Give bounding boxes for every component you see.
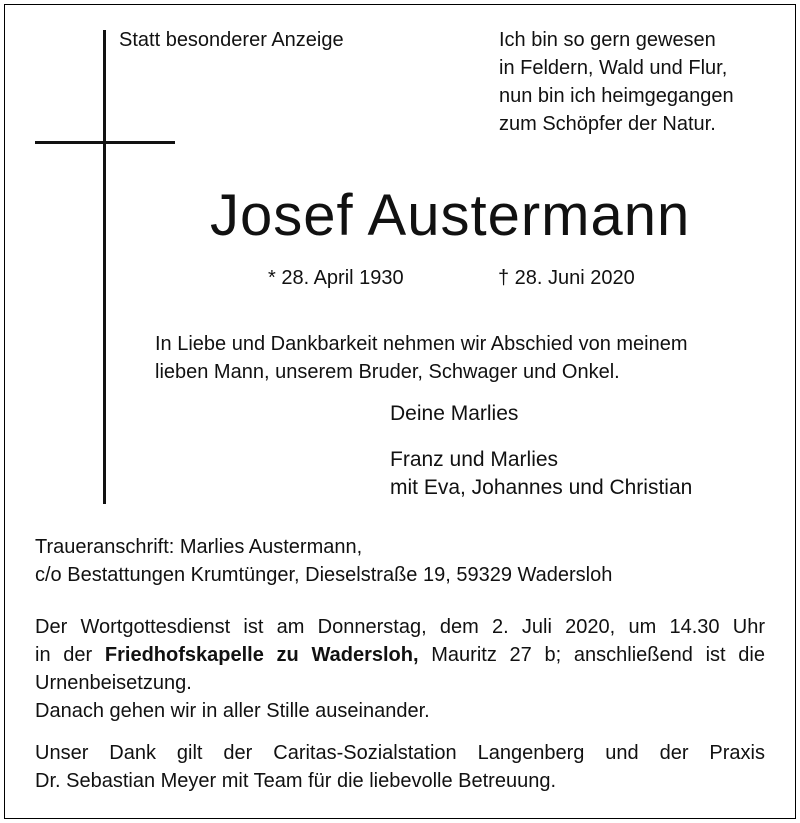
signer-line: mit Eva, Johannes und Christian — [390, 476, 693, 499]
poem-line: nun bin ich heimgegangen — [499, 85, 734, 107]
signer-line: Franz und Marlies — [390, 448, 559, 471]
death-date: † 28. Juni 2020 — [498, 267, 635, 289]
service-line: Urnenbeisetzung. — [35, 672, 192, 694]
service-line: Der Wortgottesdienst ist am Donnerstag, dem 2. Juli 2020, um 14.30 Uhr — [35, 616, 765, 638]
heading-left: Statt besonderer Anzeige — [119, 29, 344, 51]
service-line: Danach gehen wir in aller Stille auseinander. — [35, 700, 430, 722]
signer-first: Deine Marlies — [390, 402, 519, 425]
farewell-line: In Liebe und Dankbarkeit nehmen wir Abschied von meinem — [155, 333, 688, 355]
address-block — [35, 533, 612, 589]
cross-icon-horizontal — [35, 141, 175, 144]
service-block — [35, 613, 765, 725]
deceased-name: Josef Austermann — [210, 183, 691, 248]
service-text: Mauritz 27 b; anschließend ist die — [418, 644, 765, 666]
service-line — [35, 641, 765, 669]
farewell-line: lieben Mann, unserem Bruder, Schwager und Onkel. — [155, 361, 620, 383]
thanks-line: Unser Dank gilt der Caritas-Sozialstation Langenberg und der Praxis — [35, 742, 765, 764]
service-text: in der — [35, 644, 105, 666]
poem-line: in Feldern, Wald und Flur, — [499, 57, 728, 79]
birth-date: * 28. April 1930 — [268, 267, 404, 289]
farewell-text — [155, 330, 688, 386]
thanks-line: Dr. Sebastian Meyer mit Team für die liebevolle Betreuung. — [35, 770, 557, 792]
cross-icon-vertical — [103, 30, 106, 504]
service-location: Friedhofskapelle zu Wadersloh, — [104, 644, 419, 666]
poem-line: Ich bin so gern gewesen — [499, 29, 716, 51]
signer-family — [390, 446, 692, 502]
poem-line: zum Schöpfer der Natur. — [499, 113, 716, 135]
address-line: Traueranschrift: Marlies Austermann, — [35, 536, 363, 558]
address-line: c/o Bestattungen Krumtünger, Dieselstraße 19, 59329 Wadersloh — [35, 564, 613, 586]
thanks-block — [35, 739, 765, 795]
poem — [499, 26, 734, 138]
